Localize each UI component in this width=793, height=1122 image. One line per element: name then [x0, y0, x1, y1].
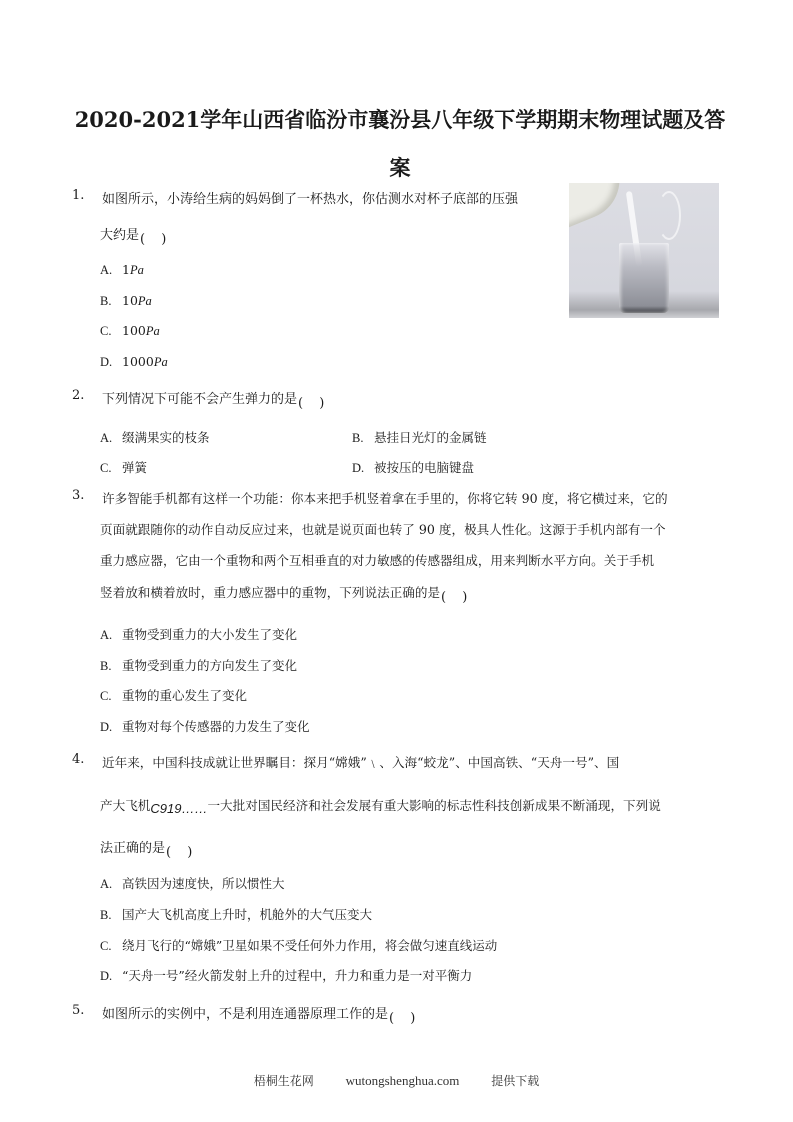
footer-site-url: wutongshenghua.com	[345, 1073, 460, 1088]
question-text: 如图所示的实例中，不是利用连通器原理工作的是	[102, 1007, 389, 1022]
answer-blank: ( )	[441, 590, 474, 605]
question-text: 近年来，中国科技成就让世界瞩目：探月“嫦娥”﹨、入海“蛟龙”、中国高铁、“天舟一号”、国	[102, 755, 620, 770]
option-b: B. 国产大飞机高度上升时，机舱外的大气压变大	[100, 907, 373, 922]
question-text: 竖着放和横着放时，重力感应器中的重物，下列说法正确的是	[100, 585, 441, 600]
question-number: 5.	[72, 1003, 85, 1018]
question-number: 4.	[72, 752, 85, 767]
question-text: 下列情况下可能不会产生弹力的是	[102, 392, 298, 407]
answer-blank: ( )	[166, 845, 199, 860]
answer-blank: ( )	[298, 396, 331, 411]
option-b: B. 10Pa	[100, 293, 152, 308]
question-text: 页面就跟随你的动作自动反应过来，也就是说页面也转了 90 度，极具人性化。这源于手机内部有一个	[100, 522, 666, 537]
answer-blank: ( )	[140, 232, 173, 247]
page-footer	[0, 1072, 793, 1089]
option-d: D. 重物对每个传感器的力发生了变化	[100, 719, 310, 734]
glass-shape	[619, 243, 669, 313]
option-a: A. 缀满果实的枝条	[100, 430, 210, 445]
option-c: C. 绕月飞行的“嫦娥”卫星如果不受任何外力作用，将会做匀速直线运动	[100, 938, 498, 953]
kettle-shape	[569, 183, 632, 230]
footer-site-name: 梧桐生花网	[253, 1074, 314, 1088]
option-b: B. 重物受到重力的方向发生了变化	[100, 658, 298, 673]
option-d: D. 1000Pa	[100, 354, 168, 369]
option-a: A. 高铁因为速度快，所以惯性大	[100, 876, 285, 891]
question-text: 大约是	[100, 228, 140, 243]
answer-blank: ( )	[389, 1011, 422, 1026]
option-b: B. 悬挂日光灯的金属链	[352, 430, 487, 445]
option-a: A. 1Pa	[100, 262, 144, 277]
option-d: D. 被按压的电脑键盘	[352, 460, 475, 475]
steam-shape	[657, 191, 681, 240]
option-a: A. 重物受到重力的大小发生了变化	[100, 627, 298, 642]
option-d: D. “天舟一号”经火箭发射上升的过程中，升力和重力是一对平衡力	[100, 968, 473, 983]
option-c: C. 弹簧	[100, 460, 148, 475]
question-number: 2.	[72, 388, 85, 403]
question-text: 一大批对国民经济和社会发展有重大影响的标志性科技创新成果不断涌现，下列说	[207, 798, 661, 813]
question-text: 许多智能手机都有这样一个功能：你本来把手机竖着拿在手里的，你将它转 90 度，将它横过来，它的	[102, 491, 668, 506]
question-text: 重力感应器，它由一个重物和两个互相垂直的对力敏感的传感器组成，用来判断水平方向。关于手机	[100, 553, 655, 568]
question-number: 3.	[72, 488, 85, 503]
option-c: C. 100Pa	[100, 323, 160, 338]
question-text: 法正确的是	[100, 841, 166, 856]
footer-download-text: 提供下载	[491, 1074, 540, 1088]
question-text: 产大飞机	[100, 798, 151, 813]
question-text: 如图所示，小涛给生病的妈妈倒了一杯热水，你估测水对杯子底部的压强	[102, 192, 519, 207]
hot-water-glass-image	[569, 183, 719, 318]
c919-term: C919……	[150, 801, 208, 816]
document-title: 2020-2021学年山西省临汾市襄汾县八年级下学期期末物理试题及答 案	[74, 107, 726, 180]
question-number: 1.	[72, 188, 85, 203]
option-c: C. 重物的重心发生了变化	[100, 688, 248, 703]
